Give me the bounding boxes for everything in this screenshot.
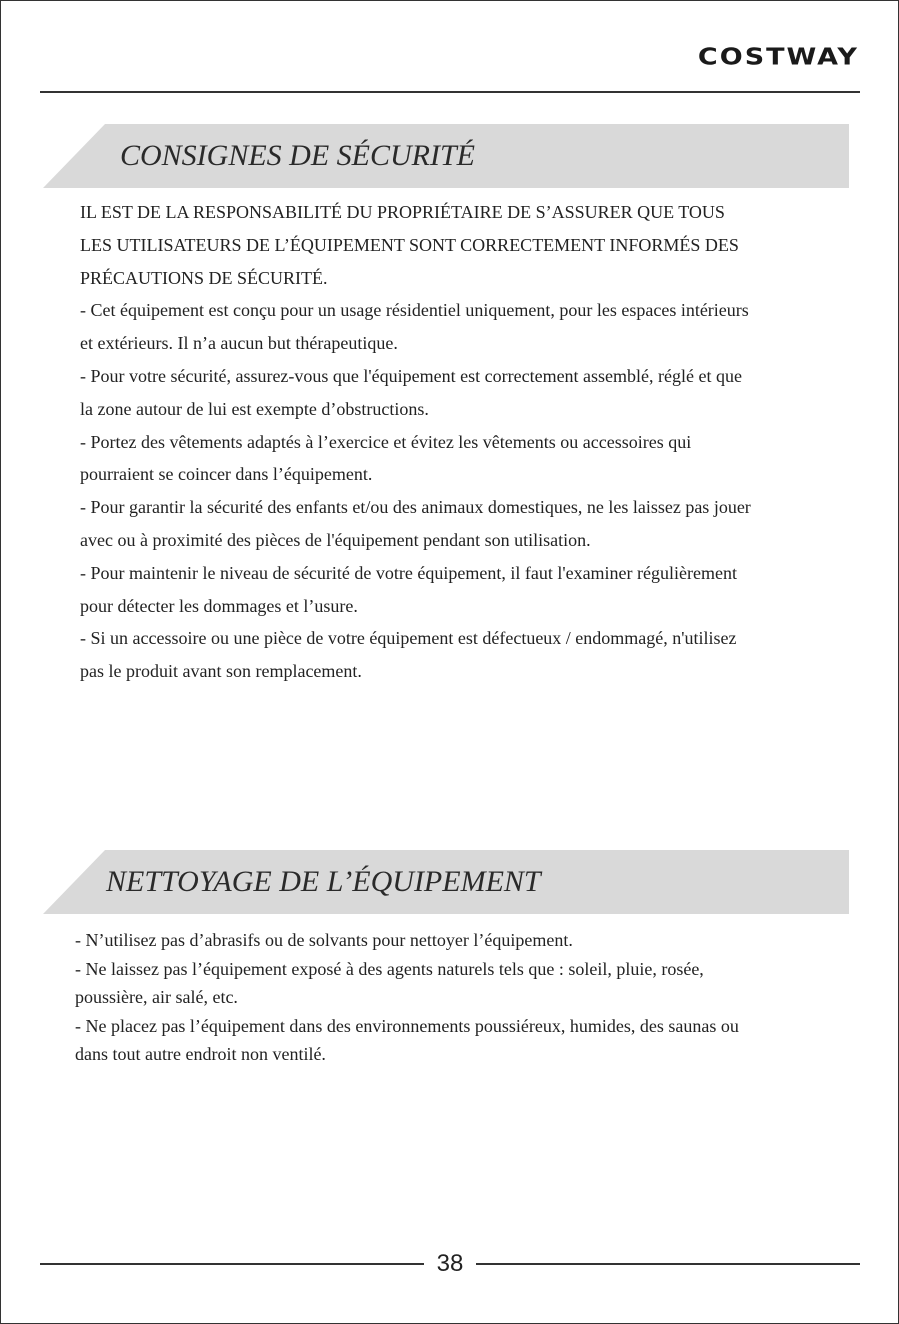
safety-text-block: [80, 196, 751, 688]
text-line: et extérieurs. Il n’a aucun but thérapeutique.: [80, 333, 398, 354]
text-line: - Ne laissez pas l’équipement exposé à des agents naturels tels que : soleil, pluie, rosée,: [75, 958, 704, 979]
text-line: poussière, air salé, etc.: [75, 987, 238, 1008]
text-line: PRÉCAUTIONS DE SÉCURITÉ.: [80, 267, 328, 288]
text-line: - Portez des vêtements adaptés à l’exercice et évitez les vêtements ou accessoires qui: [80, 431, 692, 452]
text-line: dans tout autre endroit non ventilé.: [75, 1044, 326, 1065]
footer-rule-left: [40, 1263, 424, 1265]
page-number: 38: [436, 1250, 464, 1277]
text-line: avec ou à proximité des pièces de l'équipement pendant son utilisation.: [80, 529, 591, 550]
text-line: - Pour votre sécurité, assurez-vous que l'équipement est correctement assemblé, réglé et que: [80, 365, 742, 386]
text-line: pourraient se coincer dans l’équipement.: [80, 464, 373, 485]
text-line: IL EST DE LA RESPONSABILITÉ DU PROPRIÉTAIRE DE S’ASSURER QUE TOUS: [80, 202, 725, 222]
footer-rule-right: [476, 1263, 860, 1265]
text-line: la zone autour de lui est exempte d’obstructions.: [80, 398, 429, 419]
text-line: - Cet équipement est conçu pour un usage résidentiel uniquement, pour les espaces intérieurs: [80, 300, 749, 321]
text-line: - Si un accessoire ou une pièce de votre équipement est défectueux / endommagé, n'utilisez: [80, 628, 737, 649]
text-line: - Ne placez pas l’équipement dans des environnements poussiéreux, humides, des saunas ou: [75, 1015, 739, 1036]
header-rule: [40, 91, 860, 93]
section-title-safety: CONSIGNES DE SÉCURITÉ: [120, 139, 475, 172]
section-title-cleaning: NETTOYAGE DE L’ÉQUIPEMENT: [106, 865, 541, 898]
text-line: - Pour maintenir le niveau de sécurité de votre équipement, il faut l'examiner régulièrement: [80, 562, 737, 583]
cleaning-text-block: [75, 926, 739, 1069]
text-line: LES UTILISATEURS DE L’ÉQUIPEMENT SONT CORRECTEMENT INFORMÉS DES: [80, 234, 739, 255]
text-line: - Pour garantir la sécurité des enfants et/ou des animaux domestiques, ne les laissez pas jouer: [80, 497, 751, 518]
brand-logo: COSTWAY: [697, 44, 859, 71]
text-line: pour détecter les dommages et l’usure.: [80, 595, 358, 616]
text-line: - N’utilisez pas d’abrasifs ou de solvants pour nettoyer l’équipement.: [75, 930, 573, 950]
text-line: pas le produit avant son remplacement.: [80, 661, 362, 682]
